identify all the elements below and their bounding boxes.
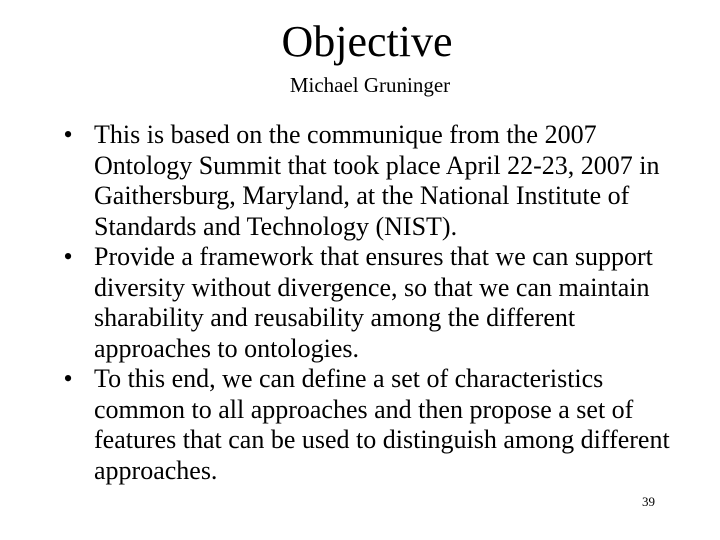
bullet-text: This is based on the communique from the 2007 Ontology Summit that took place April 22-23, 2007 in Gaithersburg, Maryland, at the National Institute of Standards and Technology (NIST). [94, 120, 660, 241]
slide-title: Objective [281, 17, 453, 66]
bullet-icon: • [63, 364, 73, 393]
bullet-item [56, 242, 676, 364]
bullet-list [56, 120, 676, 486]
bullet-text: To this end, we can define a set of characteristics common to all approaches and then propose a set of features that can be used to distinguish among different approaches. [94, 364, 670, 485]
slide-author: Michael Gruninger [289, 73, 451, 97]
bullet-text: Provide a framework that ensures that we can support diversity without divergence, so that we can maintain sharability and reusability among the different approaches to ontologies. [94, 242, 653, 363]
bullet-item [56, 120, 676, 242]
bullet-item [56, 364, 676, 486]
bullet-icon: • [63, 120, 73, 149]
page-number: 39 [642, 494, 655, 509]
bullet-icon: • [63, 242, 73, 271]
